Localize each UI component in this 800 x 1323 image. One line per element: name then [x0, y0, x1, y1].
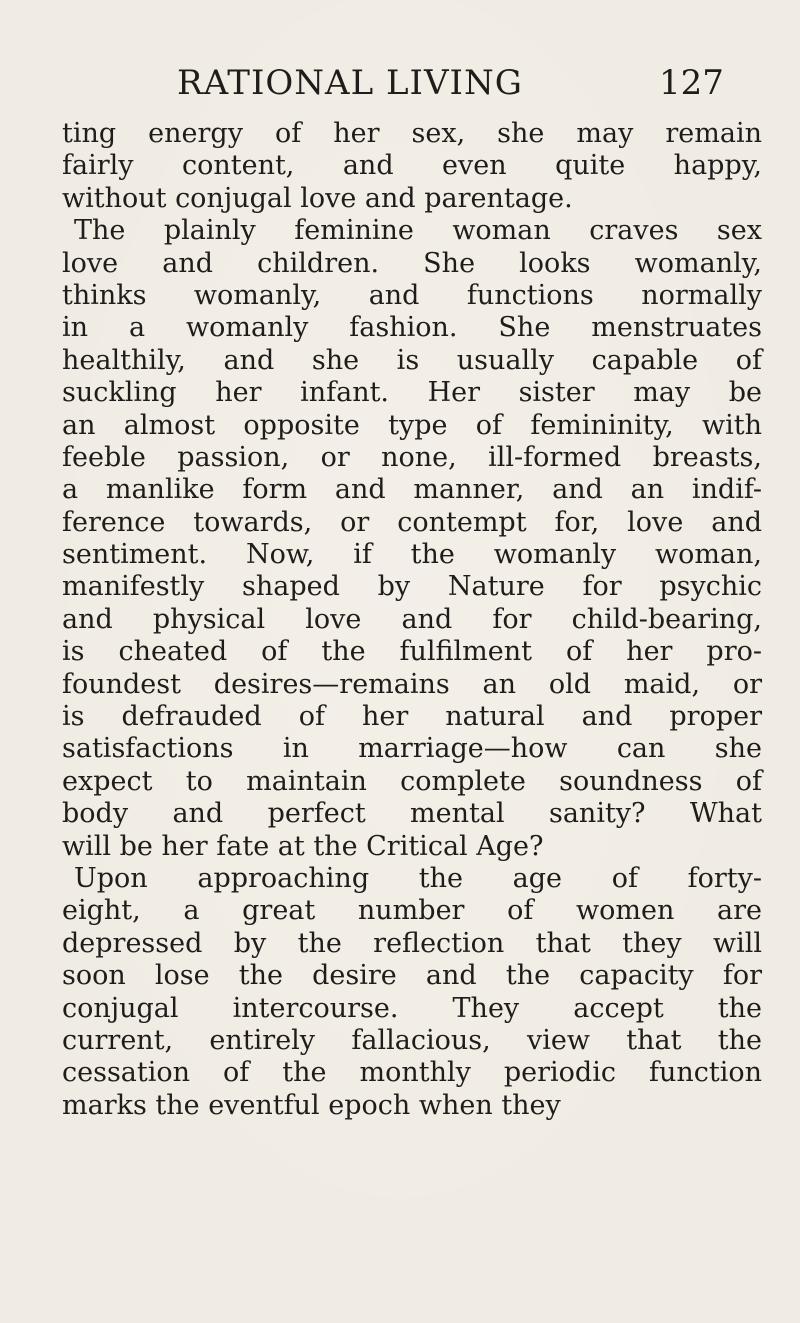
body-text — [62, 118, 762, 1122]
text-line: feeble passion, or none, ill-formed breasts, — [62, 441, 762, 473]
text-line: will be her fate at the Critical Age? — [62, 830, 544, 862]
text-line: body and perfect mental sanity? What — [62, 798, 762, 830]
text-line: is cheated of the fulfilment of her pro- — [62, 636, 762, 668]
text-line: in a womanly fashion. She menstruates — [62, 312, 762, 344]
text-line: an almost opposite type of femininity, with — [62, 409, 762, 441]
page-number: 127 — [659, 63, 724, 103]
text-line: suckling her infant. Her sister may be — [62, 377, 762, 409]
text-line: healthily, and she is usually capable of — [62, 344, 762, 376]
text-line: foundest desires—remains an old maid, or — [62, 668, 762, 700]
text-line: thinks womanly, and functions normally — [62, 279, 762, 311]
text-line: depressed by the reflection that they will — [62, 927, 762, 959]
text-line: manifestly shaped by Nature for psychic — [62, 571, 762, 603]
text-line: is defrauded of her natural and proper — [62, 701, 762, 733]
text-line: cessation of the monthly periodic function — [62, 1057, 762, 1089]
text-line: marks the eventful epoch when they — [62, 1089, 561, 1121]
running-title: RATIONAL LIVING — [177, 63, 523, 103]
running-head — [0, 58, 800, 108]
text-line: Upon approaching the age of forty- — [74, 862, 762, 894]
text-line: ference towards, or contempt for, love and — [62, 506, 762, 538]
text-line: ting energy of her sex, she may remain — [62, 118, 762, 149]
text-line: without conjugal love and parentage. — [62, 182, 573, 214]
text-line: sentiment. Now, if the womanly woman, — [62, 539, 762, 571]
text-line: soon lose the desire and the capacity for — [62, 960, 762, 992]
text-line: fairly content, and even quite happy, — [62, 150, 762, 182]
text-line: current, entirely fallacious, view that the — [62, 1024, 762, 1056]
text-line: love and children. She looks womanly, — [62, 247, 762, 279]
text-line: eight, a great number of women are — [62, 895, 762, 927]
text-line: conjugal intercourse. They accept the — [62, 992, 762, 1024]
text-line: and physical love and for child-bearing, — [62, 603, 762, 635]
text-line: The plainly feminine woman craves sex — [74, 215, 762, 247]
text-line: a manlike form and manner, and an indif- — [62, 474, 762, 506]
text-line: satisfactions in marriage—how can she — [62, 733, 762, 765]
text-line: expect to maintain complete soundness of — [62, 765, 762, 797]
